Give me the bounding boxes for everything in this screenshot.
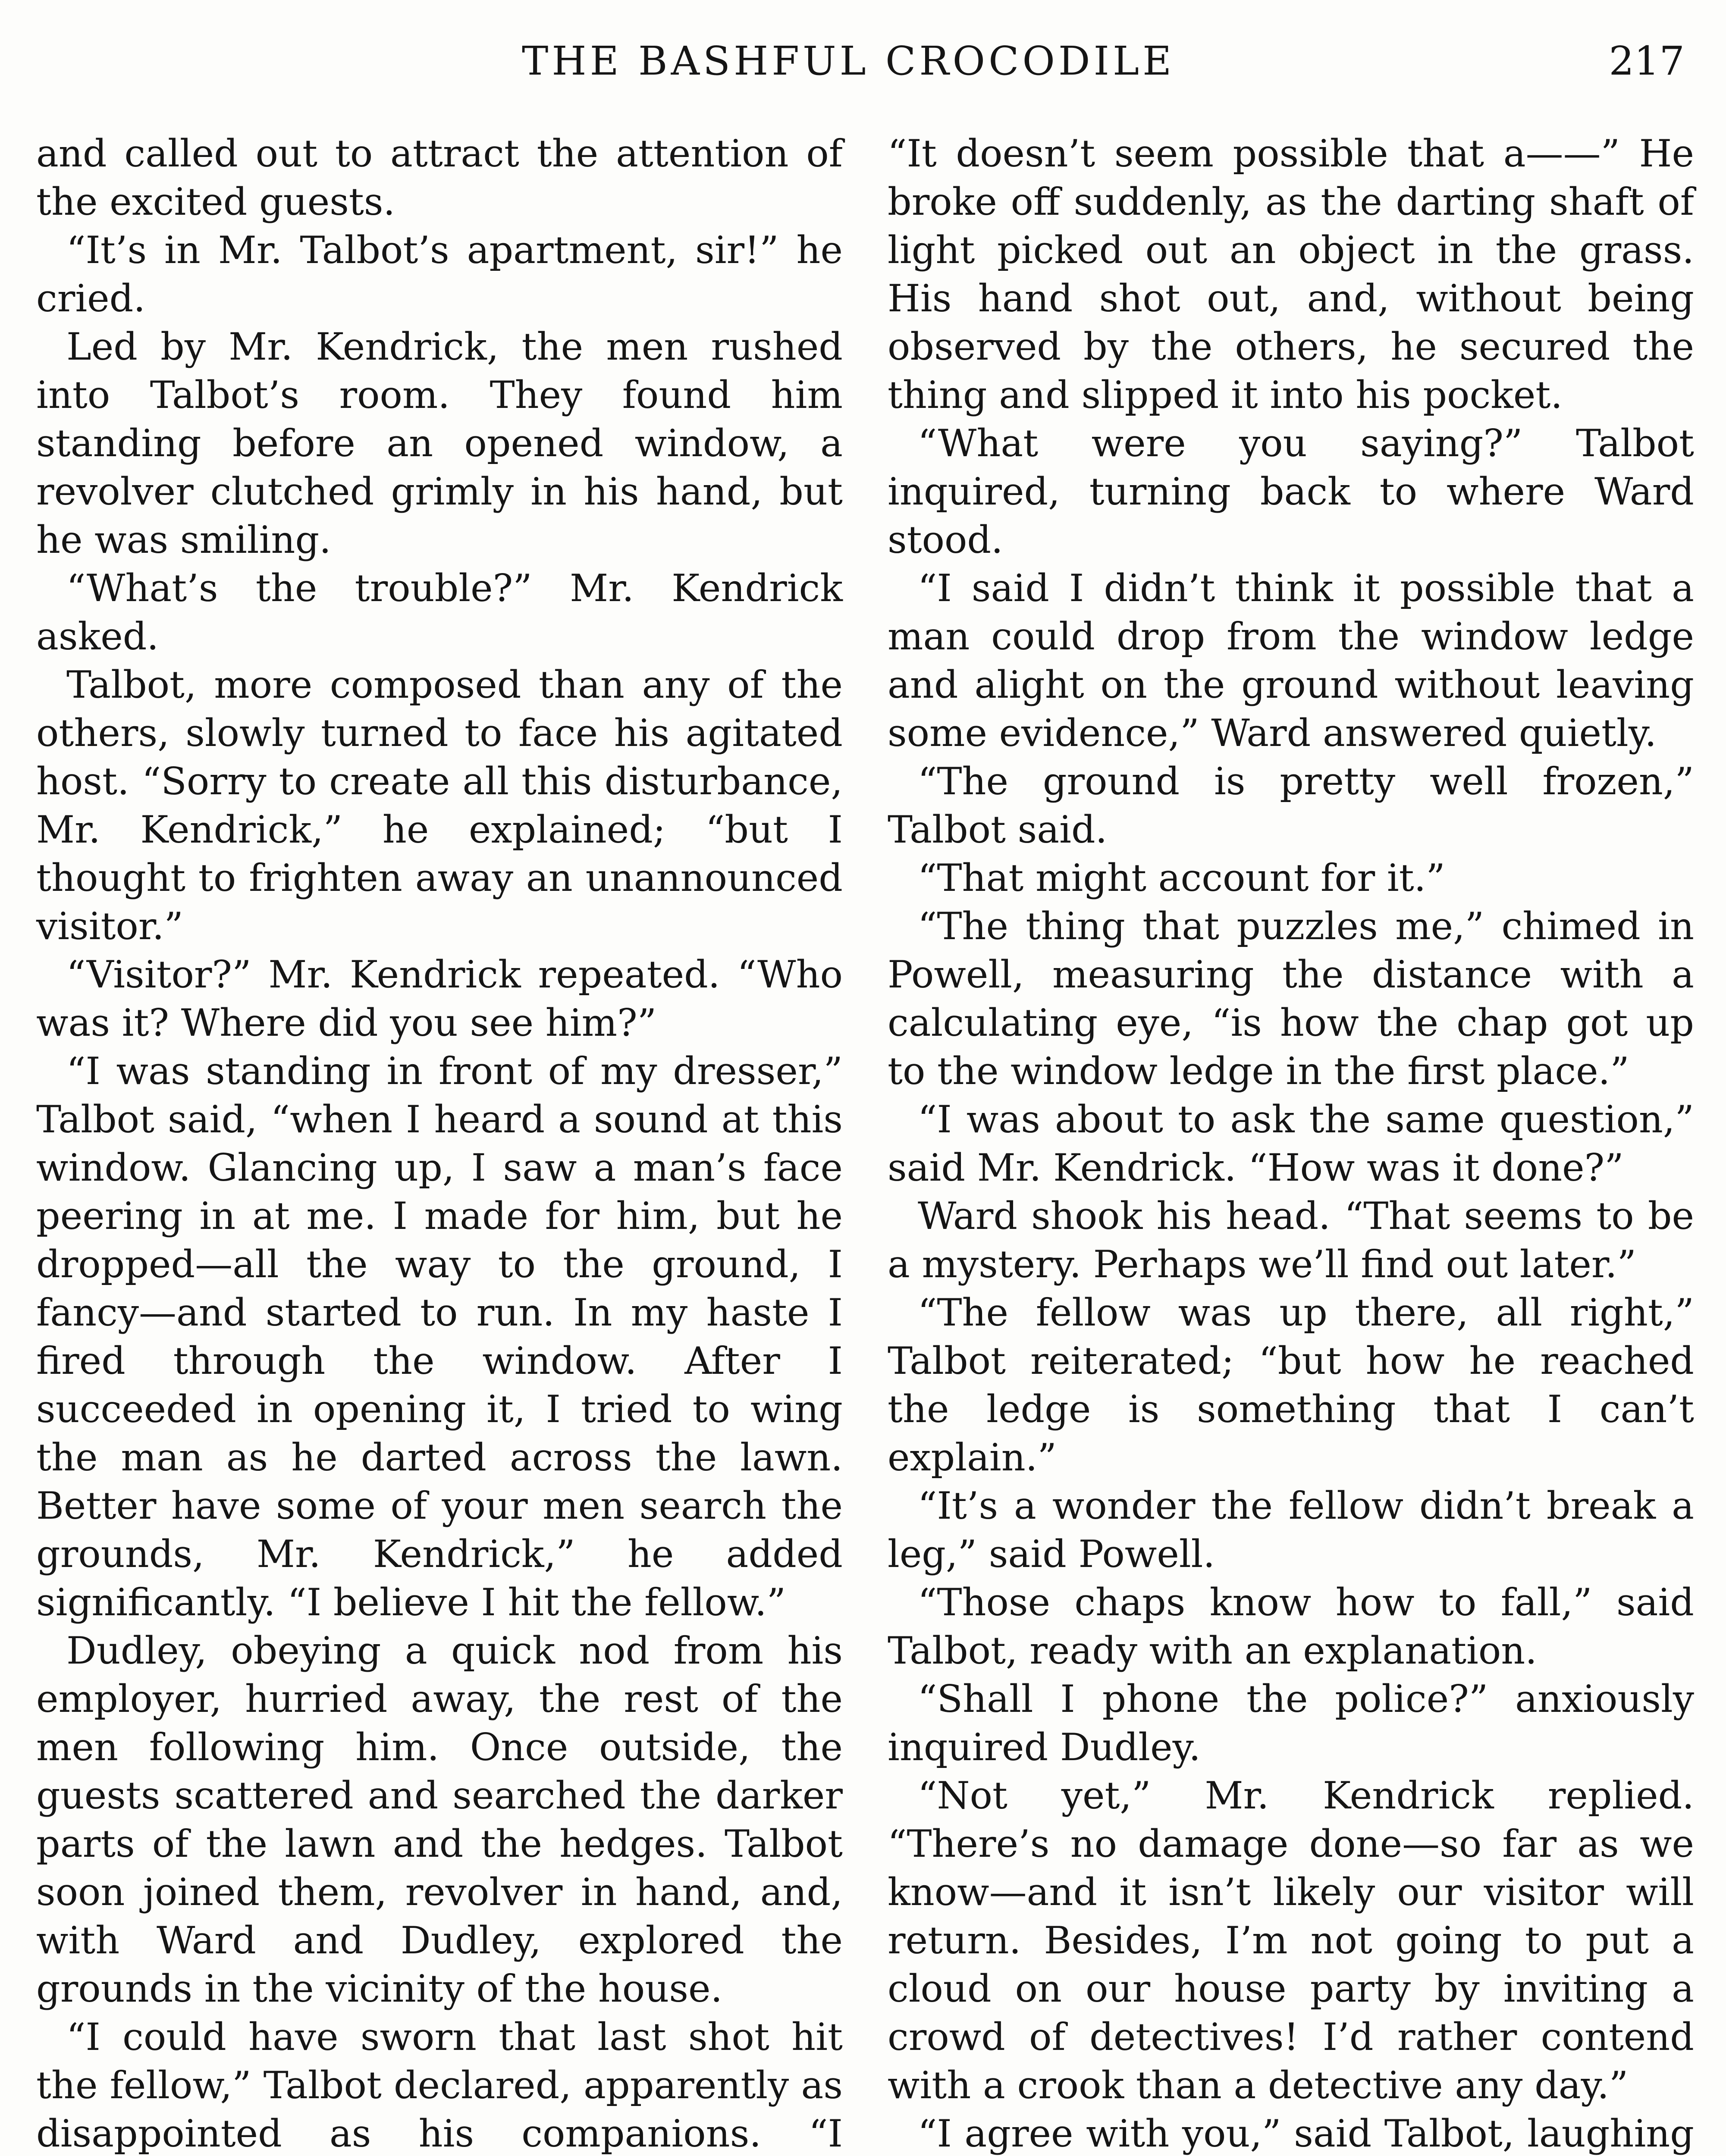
paragraph: “I was about to ask the same question,” said Mr. Kendrick. “How was it done?” bbox=[888, 1097, 1694, 1190]
paragraph: “I could have sworn that last shot hit the fellow,” Talbot declared, apparently as disappointed as his companions. “I bbox=[36, 2015, 843, 2156]
paragraph: “I agree with you,” said Talbot, laughing bbox=[918, 2112, 1694, 2156]
paragraph: “What’s the trouble?” Mr. Kendrick asked. bbox=[36, 566, 843, 658]
paragraph: “Those chaps know how to fall,” said Talbot, ready with an explanation. bbox=[888, 1580, 1694, 1673]
paragraph: “Not yet,” Mr. Kendrick replied. “There’s no damage done—so far as we know—and it isn’t likely our visitor will return. Besides, I’m not going to put a cloud on our house party by inviting a crowd of detectives! I’d rather contend with a crook than a detective any day.” bbox=[888, 1774, 1694, 2107]
paragraph: “I said I didn’t think it possible that a man could drop from the window ledge and alight on the ground without leaving some evidence,” Ward answered quietly. bbox=[888, 566, 1694, 755]
running-title: THE BASHFUL CROCODILE bbox=[522, 38, 1175, 84]
paragraph: “That might account for it.” bbox=[918, 856, 1445, 900]
paragraph: “Shall I phone the police?” anxiously inquired Dudley. bbox=[888, 1677, 1694, 1769]
paragraph: Dudley, obeying a quick nod from his employer, hurried away, the rest of the men following him. Once outside, the guests scattered and searched the darker parts of the lawn and the hedges. Talbot soon joined them, revolver in hand, and, with Ward and Dudley, explored the grounds in the vicinity of the house. bbox=[36, 1629, 843, 2011]
paragraph: “What were you saying?” Talbot inquired, turning back to where Ward stood. bbox=[888, 421, 1694, 562]
paragraph: Led by Mr. Kendrick, the men rushed into Talbot’s room. They found him standing before an opened window, a revolver clutched grimly in his hand, but he was smiling. bbox=[36, 325, 843, 562]
paragraph: “The ground is pretty well frozen,” Talbot said. bbox=[888, 759, 1694, 852]
paragraph: “The thing that puzzles me,” chimed in Powell, measuring the distance with a calculating eye, “is how the chap got up to the window ledge in the first place.” bbox=[888, 904, 1694, 1093]
paragraph: “The fellow was up there, all right,” Talbot reiterated; “but how he reached the ledge is something that I can’t explain.” bbox=[888, 1291, 1694, 1479]
right-column bbox=[888, 129, 1694, 2156]
paragraph: Talbot, more composed than any of the others, slowly turned to face his agitated host. “Sorry to create all this disturbance, Mr. Kendrick,” he explained; “but I thought to frighten away an unannounced visitor.” bbox=[36, 663, 843, 948]
paragraph: Ward shook his head. “That seems to be a mystery. Perhaps we’ll find out later.” bbox=[888, 1194, 1694, 1286]
paragraph: “Visitor?” Mr. Kendrick repeated. “Who was it? Where did you see him?” bbox=[36, 953, 843, 1045]
paragraph: “It’s a wonder the fellow didn’t break a leg,” said Powell. bbox=[888, 1484, 1694, 1576]
left-column bbox=[36, 129, 843, 2156]
paragraph: “It’s in Mr. Talbot’s apartment, sir!” he cried. bbox=[36, 228, 843, 320]
paragraph: “It doesn’t seem possible that a——” He broke off suddenly, as the darting shaft of light picked out an object in the grass. His hand shot out, and, without being observed by the others, he secured the thing and slipped it into his pocket. bbox=[888, 132, 1694, 417]
page-number: 217 bbox=[1609, 38, 1685, 84]
paragraph: “I was standing in front of my dresser,” Talbot said, “when I heard a sound at this window. Glancing up, I saw a man’s face peering in at me. I made for him, but he dropped—all the way to the ground, I fancy—and started to run. In my haste I fired through the window. After I succeeded in opening it, I tried to wing the man as he darted across the lawn. Better have some of your men search the grounds, Mr. Kendrick,” he added significantly. “I believe I hit the fellow.” bbox=[36, 1049, 843, 1624]
paragraph: and called out to attract the attention of the excited guests. bbox=[36, 132, 843, 224]
